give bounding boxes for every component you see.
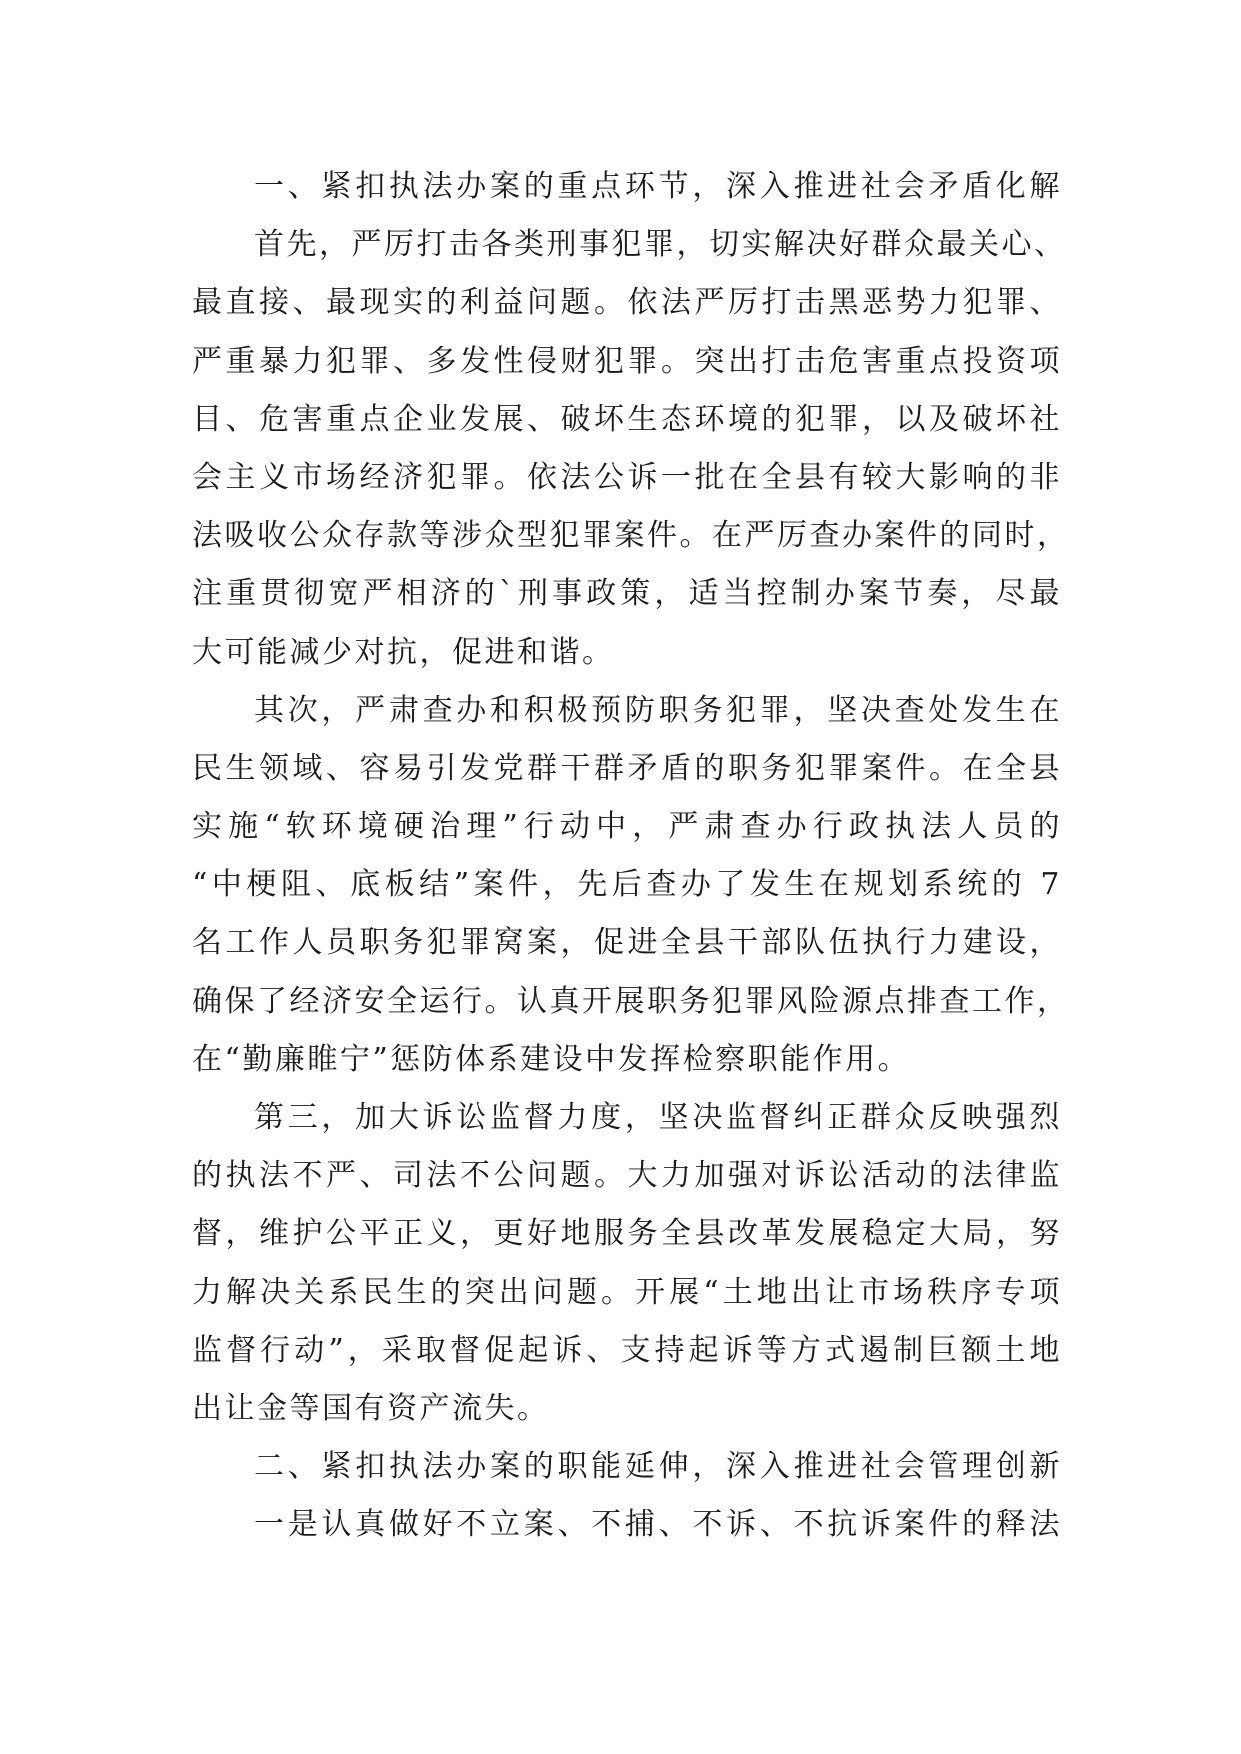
text-line: 一是认真做好不立案、不捕、不诉、不抗诉案件的释法 — [254, 1507, 1062, 1543]
text-line: “中梗阻、底板结”案件，先后查办了发生在规划系统的 7 — [192, 867, 1062, 903]
text-line: 其次，严肃查办和积极预防职务犯罪，坚决查处发生在 — [254, 692, 1062, 728]
text-line: 会主义市场经济犯罪。依法公诉一批在全县有较大影响的非 — [192, 459, 1062, 495]
text-line: 民生领域、容易引发党群干群矛盾的职务犯罪案件。在全县 — [192, 750, 1062, 786]
text-line: 目、危害重点企业发展、破坏生态环境的犯罪，以及破坏社 — [192, 401, 1062, 437]
document-body — [192, 158, 1070, 1555]
text-line: 名工作人员职务犯罪窝案，促进全县干部队伍执行力建设， — [192, 925, 1062, 961]
text-line: 一、紧扣执法办案的重点环节，深入推进社会矛盾化解 — [254, 169, 1062, 204]
text-line: 严重暴力犯罪、多发性侵财犯罪。突出打击危害重点投资项 — [192, 343, 1062, 379]
text-line: 注重贯彻宽严相济的`刑事政策，适当控制办案节奏，尽最 — [192, 576, 1062, 612]
text-line: 实施“软环境硬治理”行动中，严肃查办行政执法人员的 — [192, 809, 1062, 845]
text-line: 在“勤廉睢宁”惩防体系建设中发挥检察职能作用。 — [192, 1041, 911, 1077]
text-line: 最直接、最现实的利益问题。依法严厉打击黑恶势力犯罪、 — [192, 285, 1062, 321]
text-line: 二、紧扣执法办案的职能延伸，深入推进社会管理创新 — [254, 1449, 1062, 1485]
text-line: 力解决关系民生的突出问题。开展“土地出让市场秩序专项 — [192, 1274, 1062, 1310]
text-line: 监督行动”，采取督促起诉、支持起诉等方式遏制巨额土地 — [192, 1332, 1062, 1368]
text-line: 第三，加大诉讼监督力度，坚决监督纠正群众反映强烈 — [254, 1100, 1062, 1135]
text-line: 法吸收公众存款等涉众型犯罪案件。在严厉查办案件的同时， — [192, 518, 1070, 554]
text-line: 大可能减少对抗，促进和谐。 — [192, 634, 615, 670]
text-line: 出让金等国有资产流失。 — [192, 1390, 550, 1426]
text-line: 督，维护公平正义，更好地服务全县改革发展稳定大局，努 — [192, 1216, 1062, 1252]
text-line: 的执法不严、司法不公问题。大力加强对诉讼活动的法律监 — [192, 1158, 1062, 1194]
text-line: 首先，严厉打击各类刑事犯罪，切实解决好群众最关心、 — [254, 227, 1067, 263]
text-line: 确保了经济安全运行。认真开展职务犯罪风险源点排查工作， — [192, 983, 1070, 1019]
